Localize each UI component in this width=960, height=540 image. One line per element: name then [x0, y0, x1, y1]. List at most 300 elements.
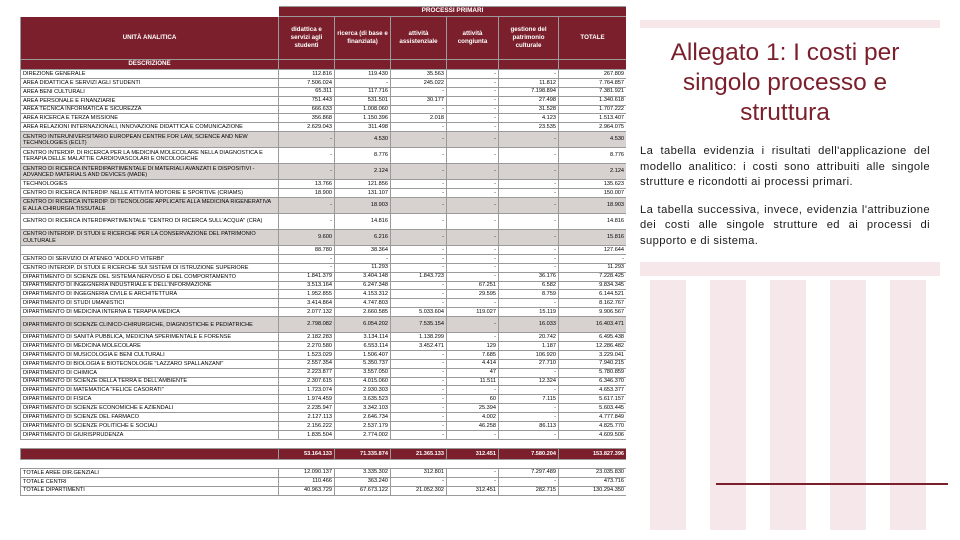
- row-value: 1.952.855: [279, 290, 335, 299]
- row-value: 129: [447, 342, 499, 351]
- row-spacer: [21, 459, 627, 468]
- row-label: DIREZIONE GENERALE: [21, 70, 279, 79]
- spacer-cell: [559, 459, 627, 468]
- row-value: 3.404.148: [335, 272, 391, 281]
- row-value: 7.228.425: [559, 272, 627, 281]
- row-value: 1.707.222: [559, 105, 627, 114]
- row-value: 1.138.299: [391, 333, 447, 342]
- row-value: -: [447, 148, 499, 164]
- table-row: [21, 404, 627, 413]
- row-label: DIPARTIMENTO DI MEDICINA INTERNA E TERAPIA MEDICA: [21, 308, 279, 317]
- row-value: -: [391, 422, 447, 431]
- row-value: -: [499, 299, 559, 308]
- row-value: -: [335, 78, 391, 87]
- row-value: 18.903: [559, 198, 627, 214]
- header-filler: [559, 60, 627, 70]
- summary-value: 40.963.729: [279, 486, 335, 495]
- spacer-cell: [335, 439, 391, 448]
- summary-value: -: [499, 477, 559, 486]
- row-value: 30.177: [391, 96, 447, 105]
- summary-value: 282.715: [499, 486, 559, 495]
- row-value: -: [447, 386, 499, 395]
- row-value: 112.816: [279, 70, 335, 79]
- row-value: 2.557.354: [279, 359, 335, 368]
- table-row: [21, 377, 627, 386]
- summary-label: TOTALE DIPARTIMENTI: [21, 486, 279, 495]
- row-value: 15.816: [559, 230, 627, 246]
- row-spacer: [21, 439, 627, 448]
- row-value: 2.964.075: [559, 123, 627, 132]
- table-row: [21, 114, 627, 123]
- total-value: 153.827.396: [559, 448, 627, 459]
- row-value: -: [279, 263, 335, 272]
- table-row: [21, 164, 627, 180]
- row-value: -: [391, 230, 447, 246]
- row-value: 7.535.154: [391, 317, 447, 333]
- row-value: -: [559, 254, 627, 263]
- row-value: -: [447, 96, 499, 105]
- row-value: -: [447, 114, 499, 123]
- slide-title: Allegato 1: I costi per singolo processo e struttura: [670, 39, 900, 126]
- row-value: -: [391, 386, 447, 395]
- row-label: AREA PERSONALE E FINANZIARIE: [21, 96, 279, 105]
- table-row: [21, 189, 627, 198]
- summary-label: TOTALE AREE DIR.GENZIALI: [21, 468, 279, 477]
- total-value: 21.365.133: [391, 448, 447, 459]
- table-row: [21, 359, 627, 368]
- row-value: -: [391, 105, 447, 114]
- row-value: 6.144.521: [559, 290, 627, 299]
- row-value: -: [447, 105, 499, 114]
- row-value: 4.530: [335, 132, 391, 148]
- row-value: -: [391, 263, 447, 272]
- row-label: DIPARTIMENTO DI GIURISPRUDENZA: [21, 430, 279, 439]
- table-row: [21, 386, 627, 395]
- row-value: 18.900: [279, 189, 335, 198]
- row-value: 5.350.737: [335, 359, 391, 368]
- row-label: DIPARTIMENTO DI STUDI UMANISTICI: [21, 299, 279, 308]
- row-label: AREA BENI CULTURALI: [21, 87, 279, 96]
- summary-value: 110.466: [279, 477, 335, 486]
- row-value: -: [391, 123, 447, 132]
- row-value: -: [391, 395, 447, 404]
- totals-row: [21, 448, 627, 459]
- row-value: 46.258: [447, 422, 499, 431]
- row-value: -: [447, 214, 499, 230]
- spacer-cell: [447, 439, 499, 448]
- table-row: [21, 422, 627, 431]
- totals-label: [21, 448, 279, 459]
- col-header-ricerca: ricerca (di base e finanziata): [335, 17, 391, 60]
- row-value: -: [335, 254, 391, 263]
- row-value: 27.710: [499, 359, 559, 368]
- row-value: 1.523.029: [279, 350, 335, 359]
- row-value: 1.843.723: [391, 272, 447, 281]
- row-value: -: [499, 246, 559, 255]
- row-label: CENTRO DI RICERCA INTERDIPARTIMENTALE "CENTRO DI RICERCA SULL'ACQUA" (CRA): [21, 214, 279, 230]
- row-value: 60: [447, 395, 499, 404]
- total-value: 7.580.204: [499, 448, 559, 459]
- row-value: 8.776: [335, 148, 391, 164]
- row-value: 131.107: [335, 189, 391, 198]
- spacer-cell: [21, 439, 279, 448]
- row-label: DIPARTIMENTO DI SANITÀ PUBBLICA, MEDICINA SPERIMENTALE E FORENSE: [21, 333, 279, 342]
- header-filler: [279, 60, 335, 70]
- row-value: 7.940.215: [559, 359, 627, 368]
- row-value: 14.816: [559, 214, 627, 230]
- summary-value: 130.294.350: [559, 486, 627, 495]
- row-value: -: [391, 87, 447, 96]
- row-value: -: [499, 180, 559, 189]
- row-value: 86.113: [499, 422, 559, 431]
- summary-value: 21.052.302: [391, 486, 447, 495]
- row-value: 1.513.407: [559, 114, 627, 123]
- row-label: DIPARTIMENTO DI INGEGNERIA INDUSTRIALE E DELL'INFORMAZIONE: [21, 281, 279, 290]
- row-value: 2.018: [391, 114, 447, 123]
- row-value: 5.033.604: [391, 308, 447, 317]
- row-value: 1.150.396: [335, 114, 391, 123]
- spacer-cell: [447, 459, 499, 468]
- row-value: 6.054.202: [335, 317, 391, 333]
- table-row: [21, 132, 627, 148]
- row-value: 3.134.114: [335, 333, 391, 342]
- row-value: 16.403.471: [559, 317, 627, 333]
- spacer-cell: [279, 439, 335, 448]
- summary-value: 7.297.489: [499, 468, 559, 477]
- row-value: -: [279, 164, 335, 180]
- row-value: 88.780: [279, 246, 335, 255]
- row-value: -: [499, 164, 559, 180]
- row-value: 7.381.921: [559, 87, 627, 96]
- spacer-cell: [21, 459, 279, 468]
- row-value: 4.002: [447, 413, 499, 422]
- table-row: [21, 342, 627, 351]
- table-row: [21, 230, 627, 246]
- row-value: -: [499, 404, 559, 413]
- row-value: 9.906.567: [559, 308, 627, 317]
- row-value: 14.816: [335, 214, 391, 230]
- col-header-patrimonio: gestione del patrimonio culturale: [499, 17, 559, 60]
- table-row: [21, 123, 627, 132]
- table-row: [21, 263, 627, 272]
- row-value: -: [447, 430, 499, 439]
- paragraph-1: La tabella evidenzia i risultati dell'applicazione del modello analitico: i costi sono attribuiti alle singole strutture e ricondotti ai processi primari.: [640, 145, 930, 188]
- summary-value: 312.801: [391, 468, 447, 477]
- row-label: DIPARTIMENTO DI MATEMATICA "FELICE CASORATI": [21, 386, 279, 395]
- row-value: -: [499, 430, 559, 439]
- row-value: 106.920: [499, 350, 559, 359]
- row-label: CENTRO INTERDIP. DI STUDI E RICERCHE PER LA CONSERVAZIONE DEL PATRIMONIO CULTURALE: [21, 230, 279, 246]
- table-row: [21, 246, 627, 255]
- row-value: 9.834.345: [559, 281, 627, 290]
- table-body: [21, 70, 627, 496]
- row-value: 2.235.947: [279, 404, 335, 413]
- row-value: 2.629.043: [279, 123, 335, 132]
- row-value: -: [447, 70, 499, 79]
- row-value: -: [499, 148, 559, 164]
- row-value: 3.557.050: [335, 368, 391, 377]
- total-value: 71.335.874: [335, 448, 391, 459]
- table-row: [21, 350, 627, 359]
- row-value: -: [447, 180, 499, 189]
- row-label: DIPARTIMENTO DI SCIENZE DELLA TERRA E DELL'AMBIENTE: [21, 377, 279, 386]
- row-value: -: [391, 350, 447, 359]
- summary-row: [21, 486, 627, 495]
- row-value: 25.394: [447, 404, 499, 413]
- row-value: 6.216: [335, 230, 391, 246]
- table-row: [21, 87, 627, 96]
- table-row: [21, 148, 627, 164]
- row-value: 117.716: [335, 87, 391, 96]
- table-row: [21, 430, 627, 439]
- row-label: DIPARTIMENTO DI FISICA: [21, 395, 279, 404]
- row-value: 1.506.407: [335, 350, 391, 359]
- row-value: -: [447, 189, 499, 198]
- row-value: 531.501: [335, 96, 391, 105]
- row-value: -: [447, 272, 499, 281]
- row-value: 2.077.132: [279, 308, 335, 317]
- row-value: 4.777.849: [559, 413, 627, 422]
- row-value: 67.251: [447, 281, 499, 290]
- row-value: -: [447, 78, 499, 87]
- row-value: 12.324: [499, 377, 559, 386]
- table-row: [21, 180, 627, 189]
- row-value: 11.511: [447, 377, 499, 386]
- row-label: AREA RICERCA E TERZA MISSIONE: [21, 114, 279, 123]
- row-label: CENTRO INTERDIP. DI STUDI E RICERCHE SUI SISTEMI DI ISTRUZIONE SUPERIORE: [21, 263, 279, 272]
- row-value: -: [499, 198, 559, 214]
- row-value: -: [391, 377, 447, 386]
- row-value: 1.723.074: [279, 386, 335, 395]
- row-label: CENTRO DI RICERCA INTERDIP. NELLE ATTIVITÀ MOTORIE E SPORTIVE (CRIAMS): [21, 189, 279, 198]
- row-value: -: [499, 368, 559, 377]
- row-value: 7.115: [499, 395, 559, 404]
- summary-value: -: [391, 477, 447, 486]
- row-value: -: [279, 148, 335, 164]
- row-value: 13.766: [279, 180, 335, 189]
- row-value: 36.176: [499, 272, 559, 281]
- header-filler: [335, 60, 391, 70]
- row-label: DIPARTIMENTO DI CHIMICA: [21, 368, 279, 377]
- summary-value: 312.451: [447, 486, 499, 495]
- row-value: 5.603.445: [559, 404, 627, 413]
- row-value: -: [391, 299, 447, 308]
- table-row: [21, 413, 627, 422]
- row-value: -: [391, 198, 447, 214]
- row-value: 11.812: [499, 78, 559, 87]
- row-value: 4.747.803: [335, 299, 391, 308]
- row-value: -: [447, 123, 499, 132]
- row-label: [21, 246, 279, 255]
- row-value: -: [391, 404, 447, 413]
- row-value: 35.563: [391, 70, 447, 79]
- row-value: 6.346.370: [559, 377, 627, 386]
- row-value: -: [447, 87, 499, 96]
- row-value: 1.187: [499, 342, 559, 351]
- row-value: 2.127.113: [279, 413, 335, 422]
- row-value: 2.124: [559, 164, 627, 180]
- row-label: DIPARTIMENTO DI SCIENZE DEL SISTEMA NERVOSO E DEL COMPORTAMENTO: [21, 272, 279, 281]
- header-filler: [499, 60, 559, 70]
- row-label: DIPARTIMENTO DI SCIENZE DEL FARMACO: [21, 413, 279, 422]
- row-value: 3.635.523: [335, 395, 391, 404]
- row-label: AREA RELAZIONI INTERNAZIONALI, INNOVAZIONE DIDATTICA E COMUNICAZIONE: [21, 123, 279, 132]
- row-value: -: [447, 198, 499, 214]
- row-label: DIPARTIMENTO DI MUSICOLOGIA E BENI CULTURALI: [21, 350, 279, 359]
- row-value: 3.342.103: [335, 404, 391, 413]
- row-value: -: [447, 299, 499, 308]
- row-value: -: [391, 413, 447, 422]
- row-value: -: [447, 254, 499, 263]
- row-value: 4.653.377: [559, 386, 627, 395]
- total-value: 53.164.133: [279, 448, 335, 459]
- row-value: 8.759: [499, 290, 559, 299]
- row-value: 38.364: [335, 246, 391, 255]
- table-row: [21, 70, 627, 79]
- row-value: -: [391, 164, 447, 180]
- row-value: 3.513.164: [279, 281, 335, 290]
- summary-value: 3.335.302: [335, 468, 391, 477]
- row-value: 7.506.024: [279, 78, 335, 87]
- row-value: 47: [447, 368, 499, 377]
- row-value: 1.008.060: [335, 105, 391, 114]
- row-value: 2.307.615: [279, 377, 335, 386]
- row-value: 8.776: [559, 148, 627, 164]
- row-value: 27.498: [499, 96, 559, 105]
- row-value: 2.646.734: [335, 413, 391, 422]
- row-value: -: [391, 132, 447, 148]
- col-header-assistenziale: attività assistenziale: [391, 17, 447, 60]
- row-label: DIPARTIMENTO DI SCIENZE POLITICHE E SOCIALI: [21, 422, 279, 431]
- row-value: 31.528: [499, 105, 559, 114]
- row-value: 267.809: [559, 70, 627, 79]
- table-row: [21, 368, 627, 377]
- row-value: 2.223.877: [279, 368, 335, 377]
- row-value: 1.835.504: [279, 430, 335, 439]
- group-header: PROCESSI PRIMARI: [279, 7, 627, 17]
- row-value: -: [447, 317, 499, 333]
- row-value: 121.856: [335, 180, 391, 189]
- row-value: 8.162.767: [559, 299, 627, 308]
- row-label: DIPARTIMENTO DI BIOLOGIA E BIOTECNOLOGIE "LAZZARO SPALLANZANI": [21, 359, 279, 368]
- row-label: CENTRO DI RICERCA INTERDIPARTIMENTALE DI MATERIALI AVANZATI E DISPOSITIVI - ADVANCED MATERIALS AND DEVICES (MADE): [21, 164, 279, 180]
- row-value: 2.182.283: [279, 333, 335, 342]
- row-value: 5.617.157: [559, 395, 627, 404]
- row-value: -: [499, 214, 559, 230]
- row-value: -: [391, 189, 447, 198]
- row-value: 3.452.471: [391, 342, 447, 351]
- row-value: 11.293: [559, 263, 627, 272]
- row-value: 4.530: [559, 132, 627, 148]
- spacer-cell: [391, 439, 447, 448]
- row-value: 135.623: [559, 180, 627, 189]
- row-value: 2.156.222: [279, 422, 335, 431]
- header-filler: [447, 60, 499, 70]
- summary-row: [21, 468, 627, 477]
- row-value: 16.033: [499, 317, 559, 333]
- table-row: [21, 281, 627, 290]
- row-value: -: [447, 246, 499, 255]
- row-value: 2.930.303: [335, 386, 391, 395]
- table-row: [21, 214, 627, 230]
- row-value: 2.124: [335, 164, 391, 180]
- table-corner: [21, 7, 279, 17]
- table-row: [21, 317, 627, 333]
- row-value: 4.153.312: [335, 290, 391, 299]
- total-value: 312.451: [447, 448, 499, 459]
- row-value: 3.229.041: [559, 350, 627, 359]
- summary-value: 67.673.122: [335, 486, 391, 495]
- row-value: 7.764.857: [559, 78, 627, 87]
- table-row: [21, 333, 627, 342]
- row-value: 2.660.585: [335, 308, 391, 317]
- desc-header: DESCRIZIONE: [21, 60, 279, 70]
- table-row: [21, 272, 627, 281]
- row-value: -: [391, 281, 447, 290]
- row-value: -: [279, 214, 335, 230]
- row-value: -: [447, 263, 499, 272]
- row-value: -: [499, 263, 559, 272]
- row-label: CENTRO DI RICERCA INTERDIP. DI TECNOLOGIE APPLICATE ALLA MEDICINA RIGENERATIVA E ALLA CHIRURGIA TISSUTALE: [21, 198, 279, 214]
- row-value: 4.609.506: [559, 430, 627, 439]
- table-row: [21, 254, 627, 263]
- row-value: -: [447, 132, 499, 148]
- row-value: 4.015.060: [335, 377, 391, 386]
- row-value: -: [279, 198, 335, 214]
- spacer-cell: [279, 459, 335, 468]
- row-value: -: [499, 413, 559, 422]
- col-header-congiunta: attività congiunta: [447, 17, 499, 60]
- row-label: AREA DIDATTICA E SERVIZI AGLI STUDENTI: [21, 78, 279, 87]
- row-value: 65.311: [279, 87, 335, 96]
- row-label: DIPARTIMENTO DI SCIENZE CLINICO-CHIRURGICHE, DIAGNOSTICHE E PEDIATRICHE: [21, 317, 279, 333]
- row-value: -: [391, 148, 447, 164]
- row-label: CENTRO INTERDIP. DI RICERCA PER LA MEDICINA MOLECOLARE NELLA DIAGNOSTICA E TERAPIA DELLE MALATTIE CARDIOVASCOLARI E ONCOLOGICHE: [21, 148, 279, 164]
- cost-table: [20, 6, 626, 496]
- table-row: [21, 198, 627, 214]
- paragraph-2: La tabella successiva, invece, evidenzia l'attribuzione dei costi alle singole strutture ed ai processi di supporto e di sistema.: [640, 203, 930, 247]
- row-value: -: [447, 333, 499, 342]
- summary-value: 473.716: [559, 477, 627, 486]
- spacer-cell: [335, 459, 391, 468]
- row-value: 2.798.082: [279, 317, 335, 333]
- row-value: -: [279, 132, 335, 148]
- unit-header: UNITÀ ANALITICA: [21, 17, 279, 60]
- row-value: 2.537.179: [335, 422, 391, 431]
- table-row: [21, 96, 627, 105]
- summary-value: 23.035.830: [559, 468, 627, 477]
- row-value: 20.742: [499, 333, 559, 342]
- row-label: TECHNOLOGIES: [21, 180, 279, 189]
- text-panel: [640, 38, 930, 261]
- row-value: 119.027: [447, 308, 499, 317]
- row-value: 4.123: [499, 114, 559, 123]
- row-value: 666.633: [279, 105, 335, 114]
- row-value: -: [391, 359, 447, 368]
- row-value: 356.868: [279, 114, 335, 123]
- row-value: 245.022: [391, 78, 447, 87]
- spacer-cell: [559, 439, 627, 448]
- row-label: AREA TECNICA INFORMATICA E SICUREZZA: [21, 105, 279, 114]
- row-value: 9.600: [279, 230, 335, 246]
- row-value: 4.414: [447, 359, 499, 368]
- row-value: -: [391, 290, 447, 299]
- row-value: -: [499, 386, 559, 395]
- row-value: 11.293: [335, 263, 391, 272]
- row-value: -: [447, 230, 499, 246]
- row-label: DIPARTIMENTO DI INGEGNERIA CIVILE E ARCHITETTURA: [21, 290, 279, 299]
- row-value: -: [391, 430, 447, 439]
